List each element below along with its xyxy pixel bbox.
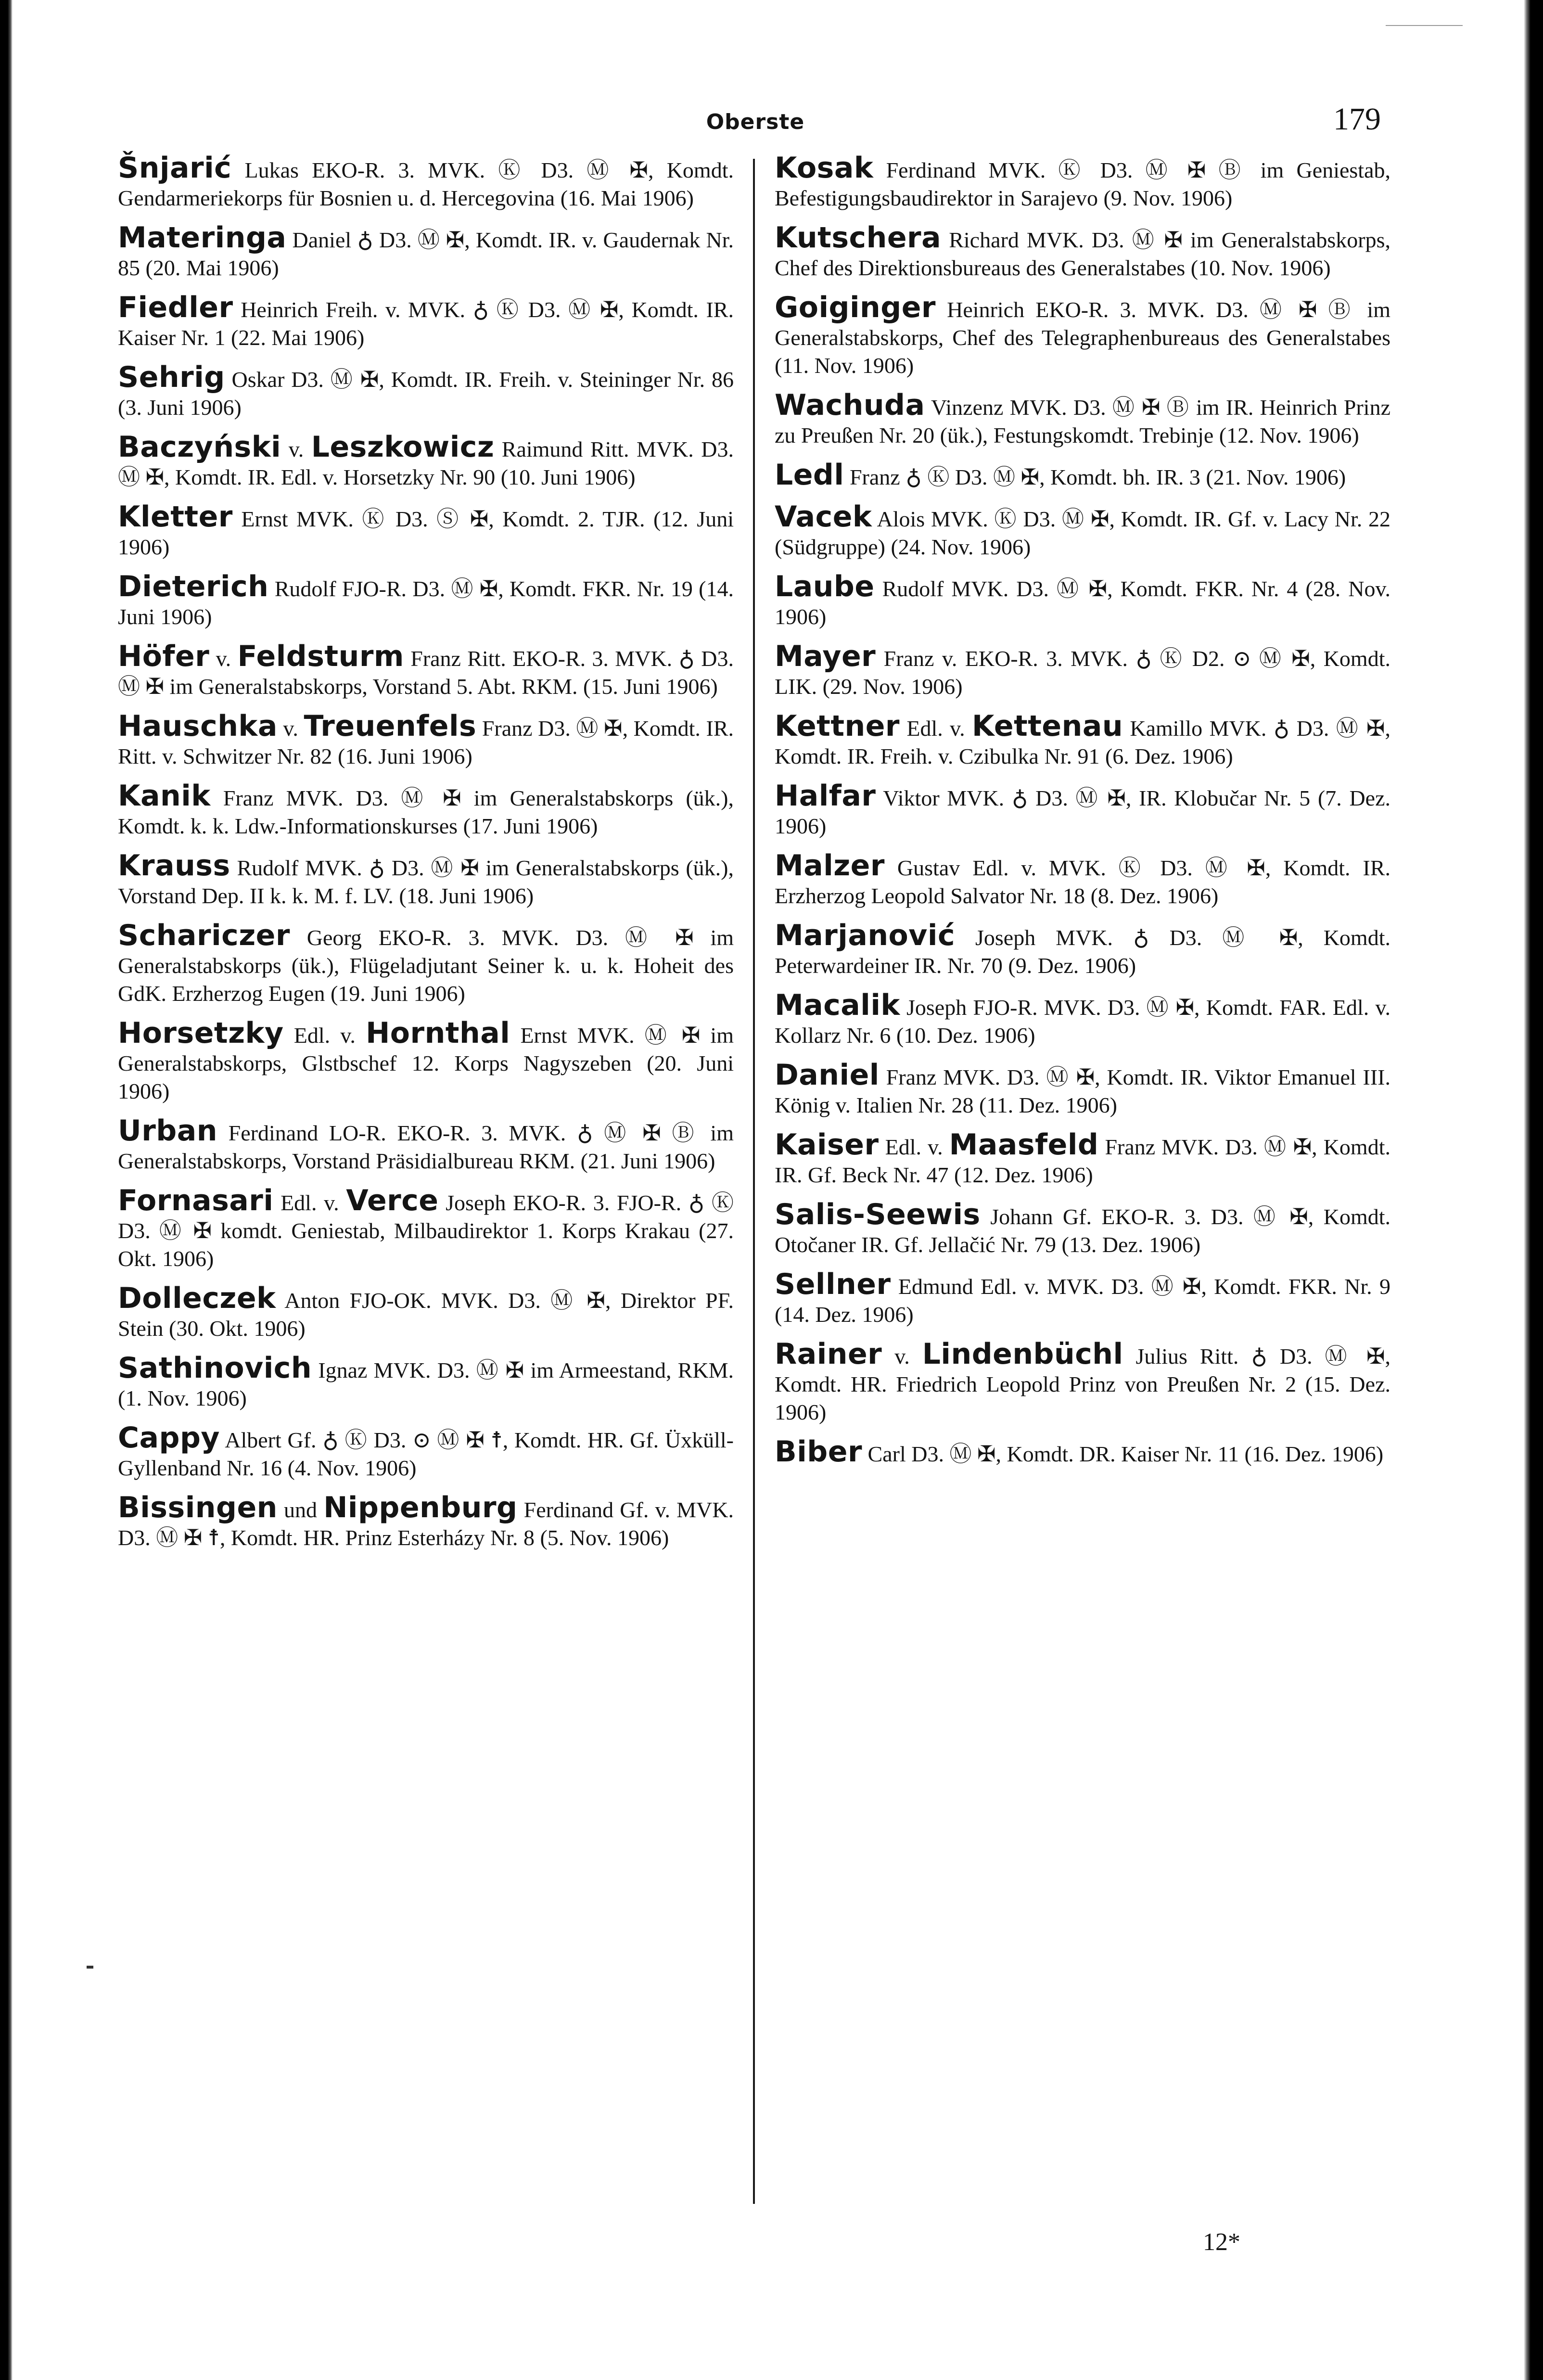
officer-surname: Dolleczek	[118, 1281, 276, 1315]
officer-entry	[775, 849, 1390, 910]
officer-entry	[775, 988, 1390, 1049]
officer-entry	[775, 779, 1390, 840]
entry-text: Heinrich EKO-R. 3. MVK. D3. Ⓜ ✠ Ⓑ im Generalstabskorps, Chef des Telegraphenbureaus des Generalstabes (11. Nov. 1906)	[775, 297, 1390, 378]
entry-text: Ferdinand LO-R. EKO-R. 3. MVK. ♁ Ⓜ ✠ Ⓑ im Generalstabskorps, Vorstand Präsidialbureau RKM. (21. Juni 1906)	[118, 1121, 734, 1173]
entry-text: Edl. v.	[900, 716, 972, 741]
margin-mark	[87, 1966, 93, 1969]
officer-surname: Fornasari	[118, 1184, 274, 1217]
officer-surname: Daniel	[775, 1058, 880, 1092]
officer-entry	[118, 921, 734, 1008]
officer-entry	[118, 642, 734, 701]
entry-text: Carl D3. Ⓜ ✠, Komdt. DR. Kaiser Nr. 11 (16. Dez. 1906)	[862, 1442, 1384, 1466]
officer-entry	[775, 151, 1390, 212]
entry-text: Oskar D3. Ⓜ ✠, Komdt. IR. Freih. v. Steininger Nr. 86 (3. Juni 1906)	[118, 367, 734, 420]
officer-surname: Kettner	[775, 709, 900, 743]
column-divider	[753, 159, 755, 2204]
officer-entry	[775, 1337, 1390, 1426]
officer-entry	[118, 1184, 734, 1273]
officer-surname: Sehrig	[118, 360, 225, 394]
officer-entry	[118, 221, 734, 282]
officer-entry	[118, 849, 734, 910]
entry-text: Lukas EKO-R. 3. MVK. Ⓚ D3. Ⓜ ✠, Komdt. Gendarmeriekorps für Bosnien u. d. Hercegovina (16. Mai 1906)	[118, 158, 734, 210]
officer-surname: Krauss	[118, 849, 230, 883]
entry-text: Kamillo MVK. ♁ D3. Ⓜ ✠, Komdt. IR. Freih. v. Czibulka Nr. 91 (6. Dez. 1906)	[775, 716, 1390, 768]
signature-mark: 12*	[1203, 2228, 1240, 2256]
entry-text: v.	[882, 1344, 922, 1369]
entry-text: v.	[209, 646, 238, 671]
officer-entry	[118, 1114, 734, 1175]
entry-text: Georg EKO-R. 3. MVK. D3. Ⓜ ✠ im Generalstabskorps (ük.), Flügeladjutant Seiner k. u. k. Hoheit des GdK. Erzherzog Eugen (19. Juni 1906)	[118, 925, 734, 1006]
entry-text: Edl. v.	[273, 1190, 346, 1215]
officer-surname: Kanik	[118, 779, 211, 813]
entry-text: Rudolf MVK. D3. Ⓜ ✠, Komdt. FKR. Nr. 4 (28. Nov. 1906)	[775, 576, 1390, 629]
officer-surname: Höfer	[118, 640, 210, 673]
officer-entry	[118, 779, 734, 840]
officer-surname: Sellner	[775, 1267, 891, 1301]
officer-surname: Kosak	[775, 151, 874, 185]
right-column	[775, 151, 1390, 1480]
entry-text: Franz Ritt. EKO-R. 3. MVK. ♁ D3. Ⓜ ✠ im Generalstabskorps, Vorstand 5. Abt. RKM. (15. Juni 1906)	[118, 646, 734, 699]
officer-surname: Schariczer	[118, 919, 290, 952]
officer-entry	[118, 1281, 734, 1343]
officer-surname: Fiedler	[118, 291, 233, 324]
entry-text: v.	[277, 716, 304, 741]
officer-surname: Rainer	[775, 1337, 882, 1371]
officer-predicate-name: Maasfeld	[949, 1128, 1099, 1162]
officer-entry	[118, 1351, 734, 1412]
officer-surname: Materinga	[118, 221, 287, 255]
officer-entry	[775, 1128, 1390, 1189]
officer-entry	[118, 709, 734, 770]
entry-text: Johann Gf. EKO-R. 3. D3. Ⓜ ✠, Komdt. Otočaner IR. Gf. Jellačić Nr. 79 (13. Dez. 1906)	[775, 1204, 1390, 1257]
entry-text: Raimund Ritt. MVK. D3. Ⓜ ✠, Komdt. IR. Edl. v. Horsetzky Nr. 90 (10. Juni 1906)	[118, 437, 734, 489]
officer-predicate-name: Hornthal	[366, 1016, 510, 1050]
officer-entry	[775, 1435, 1390, 1469]
officer-surname: Ledl	[775, 458, 844, 492]
officer-entry	[118, 1421, 734, 1482]
officer-surname: Bissingen	[118, 1491, 278, 1524]
entry-text: Edmund Edl. v. MVK. D3. Ⓜ ✠, Komdt. FKR. Nr. 9 (14. Dez. 1906)	[775, 1274, 1390, 1327]
officer-surname: Šnjarić	[118, 151, 232, 185]
entry-text: Viktor MVK. ♁ D3. Ⓜ ✠, IR. Klobučar Nr. 5 (7. Dez. 1906)	[775, 786, 1390, 838]
officer-entry	[775, 500, 1390, 561]
officer-entry	[775, 1198, 1390, 1259]
entry-text: Edl. v.	[283, 1023, 366, 1048]
officer-entry	[118, 570, 734, 631]
officer-surname: Wachuda	[775, 388, 925, 422]
entry-text: Joseph EKO-R. 3. FJO-R. ♁ Ⓚ D3. Ⓜ ✠ komdt. Geniestab, Milbaudirektor 1. Korps Krakau (27. Okt. 1906)	[118, 1190, 734, 1271]
entry-text: Vinzenz MVK. D3. Ⓜ ✠ Ⓑ im IR. Heinrich Prinz zu Preußen Nr. 20 (ük.), Festungskomdt. Trebinje (12. Nov. 1906)	[775, 395, 1390, 448]
entry-text: Rudolf FJO-R. D3. Ⓜ ✠, Komdt. FKR. Nr. 19 (14. Juni 1906)	[118, 576, 734, 629]
officer-entry	[775, 709, 1390, 770]
officer-surname: Vacek	[775, 500, 872, 534]
entry-text: Heinrich Freih. v. MVK. ♁ Ⓚ D3. Ⓜ ✠, Komdt. IR. Kaiser Nr. 1 (22. Mai 1906)	[118, 297, 734, 350]
officer-surname: Laube	[775, 570, 875, 603]
entry-text: Julius Ritt. ♁ D3. Ⓜ ✠, Komdt. HR. Friedrich Leopold Prinz von Preußen Nr. 2 (15. Dez. 1906)	[775, 1344, 1390, 1424]
officer-surname: Salis-Seewis	[775, 1198, 981, 1231]
entry-text: und	[277, 1497, 324, 1522]
officer-predicate-name: Treuenfels	[304, 709, 477, 743]
officer-entry	[118, 430, 734, 491]
officer-entry	[775, 221, 1390, 282]
officer-surname: Horsetzky	[118, 1016, 284, 1050]
officer-entry	[775, 291, 1390, 380]
officer-predicate-name: Feldsturm	[237, 640, 404, 673]
entry-text: Anton FJO-OK. MVK. D3. Ⓜ ✠, Direktor PF. Stein (30. Okt. 1906)	[118, 1288, 734, 1341]
officer-entry	[775, 1267, 1390, 1329]
officer-surname: Kutschera	[775, 221, 942, 255]
scan-edge-left	[0, 0, 13, 2380]
officer-entry	[118, 500, 734, 561]
entry-text: Alois MVK. Ⓚ D3. Ⓜ ✠, Komdt. IR. Gf. v. Lacy Nr. 22 (Südgruppe) (24. Nov. 1906)	[775, 507, 1390, 559]
officer-surname: Marjanović	[775, 919, 956, 952]
officer-entry	[775, 642, 1390, 701]
page-header	[130, 101, 1381, 144]
officer-entry	[775, 570, 1390, 631]
officer-surname: Macalik	[775, 988, 900, 1022]
entry-text: Daniel ♁ D3. Ⓜ ✠, Komdt. IR. v. Gaudernak Nr. 85 (20. Mai 1906)	[118, 228, 734, 280]
entry-text: Ferdinand Gf. v. MVK. D3. Ⓜ ✠ ☨, Komdt. HR. Prinz Esterházy Nr. 8 (5. Nov. 1906)	[118, 1497, 734, 1550]
entry-text: Franz D3. Ⓜ ✠, Komdt. IR. Ritt. v. Schwitzer Nr. 82 (16. Juni 1906)	[118, 716, 734, 768]
officer-predicate-name: Verce	[346, 1184, 439, 1217]
officer-entry	[775, 1058, 1390, 1119]
entry-text: Gustav Edl. v. MVK. Ⓚ D3. Ⓜ ✠, Komdt. IR. Erzherzog Leopold Salvator Nr. 18 (8. Dez. 1906)	[775, 856, 1390, 908]
officer-surname: Goiginger	[775, 291, 936, 324]
officer-surname: Baczyński	[118, 430, 281, 464]
officer-surname: Dieterich	[118, 570, 269, 603]
entry-text: Albert Gf. ♁ Ⓚ D3. ⊙ Ⓜ ✠ ☨, Komdt. HR. Gf. Üxküll-Gyllenband Nr. 16 (4. Nov. 1906)	[118, 1428, 734, 1480]
officer-surname: Cappy	[118, 1421, 220, 1455]
officer-surname: Mayer	[775, 640, 876, 673]
entry-text: Edl. v.	[879, 1135, 949, 1159]
officer-surname: Halfar	[775, 779, 876, 813]
entry-text: Ernst MVK. Ⓜ ✠ im Generalstabskorps, Glstbschef 12. Korps Nagyszeben (20. Juni 1906)	[118, 1023, 734, 1103]
officer-predicate-name: Lindenbüchl	[922, 1337, 1123, 1371]
officer-surname: Kaiser	[775, 1128, 879, 1162]
officer-predicate-name: Leszkowicz	[311, 430, 495, 464]
officer-predicate-name: Nippenburg	[323, 1491, 518, 1524]
officer-surname: Biber	[775, 1435, 863, 1469]
entry-text: Franz MVK. D3. Ⓜ ✠ im Generalstabskorps (ük.), Komdt. k. k. Ldw.-Informationskurses (17. Juni 1906)	[118, 786, 734, 838]
entry-text: Franz ♁ Ⓚ D3. Ⓜ ✠, Komdt. bh. IR. 3 (21. Nov. 1906)	[844, 465, 1346, 489]
officer-entry	[118, 151, 734, 212]
officer-entry	[775, 921, 1390, 980]
entry-text: Rudolf MVK. ♁ D3. Ⓜ ✠ im Generalstabskorps (ük.), Vorstand Dep. II k. k. M. f. LV. (18. Juni 1906)	[118, 856, 734, 908]
entry-text: Ernst MVK. Ⓚ D3. Ⓢ ✠, Komdt. 2. TJR. (12. Juni 1906)	[118, 507, 734, 559]
entry-text: Joseph FJO-R. MVK. D3. Ⓜ ✠, Komdt. FAR. Edl. v. Kollarz Nr. 6 (10. Dez. 1906)	[775, 995, 1390, 1048]
officer-entry	[118, 1016, 734, 1105]
scan-artifact-line	[1386, 25, 1463, 26]
page-number: 179	[1333, 102, 1381, 137]
officer-predicate-name: Kettenau	[971, 709, 1123, 743]
entry-text: Joseph MVK. ♁ D3. Ⓜ ✠, Komdt. Peterwardeiner IR. Nr. 70 (9. Dez. 1906)	[775, 925, 1390, 978]
scan-edge-right	[1524, 0, 1543, 2380]
entry-text: Richard MVK. D3. Ⓜ ✠ im Generalstabskorps, Chef des Direktionsbureaus des Generalstabes (10. Nov. 1906)	[775, 228, 1390, 280]
running-title: Oberste	[706, 110, 805, 134]
entry-text: Franz v. EKO-R. 3. MVK. ♁ Ⓚ D2. ⊙ Ⓜ ✠, Komdt. LIK. (29. Nov. 1906)	[775, 646, 1390, 699]
officer-surname: Urban	[118, 1114, 217, 1148]
officer-surname: Kletter	[118, 500, 233, 534]
officer-surname: Hauschka	[118, 709, 278, 743]
entry-text: Ferdinand MVK. Ⓚ D3. Ⓜ ✠ Ⓑ im Geniestab, Befestigungsbaudirektor in Sarajevo (9. Nov. 1906)	[775, 158, 1390, 210]
entry-text: Franz MVK. D3. Ⓜ ✠, Komdt. IR. Gf. Beck Nr. 47 (12. Dez. 1906)	[775, 1135, 1390, 1187]
officer-entry	[775, 458, 1390, 492]
entry-text: v.	[281, 437, 311, 461]
officer-entry	[775, 388, 1390, 449]
entry-text: Franz MVK. D3. Ⓜ ✠, Komdt. IR. Viktor Emanuel III. König v. Italien Nr. 28 (11. Dez. 1906)	[775, 1065, 1390, 1117]
officer-entry	[118, 360, 734, 422]
left-column	[118, 151, 734, 1563]
entry-text: Ignaz MVK. D3. Ⓜ ✠ im Armeestand, RKM. (1. Nov. 1906)	[118, 1358, 734, 1410]
officer-surname: Sathinovich	[118, 1351, 312, 1385]
officer-surname: Malzer	[775, 849, 885, 883]
officer-entry	[118, 1491, 734, 1552]
officer-entry	[118, 291, 734, 352]
